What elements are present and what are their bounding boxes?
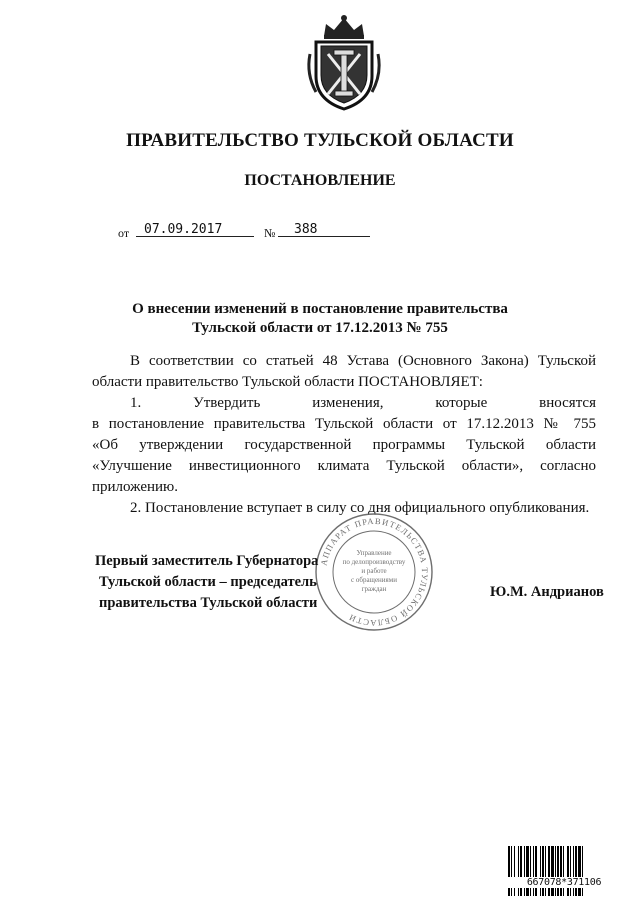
document-number: 388 (294, 222, 318, 237)
position-line-3: правительства Тульской области (99, 595, 318, 611)
stamp-center-line-2: по делопроизводству (342, 558, 406, 566)
item-1-line-2: в постановление правительства Тульской области от 17.12.2013 № 755 (92, 416, 596, 432)
document-subject (0, 300, 640, 338)
position-line-1: Первый заместитель Губернатора (95, 553, 319, 569)
number-prefix-label: № (264, 226, 276, 240)
date-prefix-label: от (118, 226, 130, 240)
paragraph-1-line-2: области правительство Тульской области ПОСТАНОВЛЯЕТ: (92, 374, 483, 390)
barcode-number: 667078*371106 (506, 877, 622, 888)
number-underline (278, 236, 370, 237)
stamp-center-line-4: с обращениями (351, 576, 397, 584)
item-1-line-4: «Улучшение инвестиционного климата Тульской области», согласно (92, 458, 596, 474)
signatory-position (95, 551, 318, 614)
subject-line-2: Тульской области от 17.12.2013 № 755 (192, 320, 448, 336)
subject-line-1: О внесении изменений в постановление правительства (132, 301, 508, 317)
item-2: 2. Постановление вступает в силу со дня официального опубликования. (130, 500, 590, 516)
item-1-line-1: 1. Утвердить изменения, которые вносятся (130, 395, 596, 411)
document-date: 07.09.2017 (144, 222, 223, 237)
position-line-2: Тульской области – председатель (99, 574, 317, 590)
stamp-center-line-1: Управление (356, 549, 392, 557)
stamp-center-line-3: и работе (361, 567, 387, 575)
signatory-name: Ю.М. Андрианов (490, 584, 604, 600)
government-title: ПРАВИТЕЛЬСТВО ТУЛЬСКОЙ ОБЛАСТИ (126, 130, 514, 151)
stamp-ring-text: АППАРАТ ПРАВИТЕЛЬСТВА ТУЛЬСКОЙ ОБЛАСТИ (318, 515, 431, 629)
item-1-line-5: приложению. (92, 479, 179, 495)
official-round-stamp (313, 511, 435, 633)
document-type-title: ПОСТАНОВЛЕНИЕ (244, 172, 396, 189)
stamp-center-line-5: граждан (361, 585, 387, 593)
item-1-line-3: «Об утверждении государственной программы Тульской области (92, 437, 596, 453)
date-number-line (118, 222, 418, 242)
paragraph-1-line-1: В соответствии со статьей 48 Устава (Основного Закона) Тульской (130, 353, 596, 369)
barcode-graphic (506, 846, 622, 896)
coat-of-arms-emblem (302, 14, 386, 112)
document-body (92, 351, 596, 519)
